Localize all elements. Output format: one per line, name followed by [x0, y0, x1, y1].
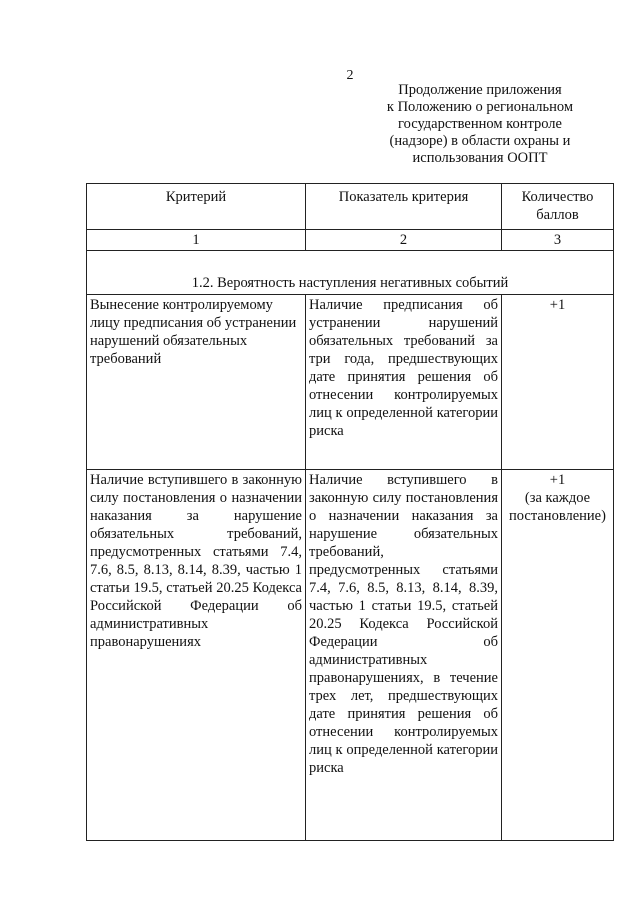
appendix-note-line: государственном контроле: [398, 116, 562, 132]
header-score: Количество баллов: [502, 184, 614, 230]
section-title: 1.2. Вероятность наступления негативных событий: [87, 251, 614, 295]
header-indicator: Показатель критерия: [306, 184, 502, 230]
column-number-3: 3: [502, 230, 614, 251]
row-score: +1: [549, 472, 566, 488]
row-criterion: Наличие вступившего в законную силу постановления о назначении наказания за нарушение обязательных требований, предусмотренных статьями 7.4, 7.6, 8.5, 8.13, 8.14, 8.39, частью 1 статьи 19.5, статьей 20.25 Кодекса Российской Федерации об административных правонарушениях: [87, 470, 306, 841]
table-row: [87, 295, 614, 470]
table-header-row: [87, 184, 614, 230]
page-number: 2: [346, 68, 354, 83]
appendix-note: [360, 82, 600, 167]
table-row: [87, 470, 614, 841]
row-score-note: (за каждое постановление): [509, 490, 606, 524]
appendix-note-line: к Положению о региональном: [386, 99, 574, 115]
section-row: [87, 251, 614, 295]
header-criterion: Критерий: [87, 184, 306, 230]
row-indicator: Наличие предписания об устранении нарушений обязательных требований за три года, предшествующих дате принятия решения об отнесении контролируемых лиц к определенной категории риска: [306, 295, 502, 470]
appendix-note-line: использования ООПТ: [412, 150, 548, 166]
column-number-1: 1: [87, 230, 306, 251]
appendix-note-line: Продолжение приложения: [398, 82, 562, 98]
column-number-2: 2: [306, 230, 502, 251]
column-number-row: [87, 230, 614, 251]
row-score-cell: [502, 470, 614, 841]
row-criterion: Вынесение контролируемому лицу предписания об устранении нарушений обязательных требований: [87, 295, 306, 470]
row-score: +1: [549, 297, 566, 313]
row-indicator: Наличие вступившего в законную силу постановления о назначении наказания за нарушение обязательных требований, предусмотренных статьями 7.4, 7.6, 8.5, 8.13, 8.14, 8.39, частью 1 статьи 19.5, статьей 20.25 Кодекса Российской Федерации об административных правонарушениях, в течение трех лет, предшествующих дате принятия решения об отнесении контролируемых лиц к определенной категории риска: [306, 470, 502, 841]
appendix-note-line: (надзоре) в области охраны и: [389, 133, 571, 149]
criteria-table: [86, 183, 614, 841]
row-score-cell: [502, 295, 614, 470]
